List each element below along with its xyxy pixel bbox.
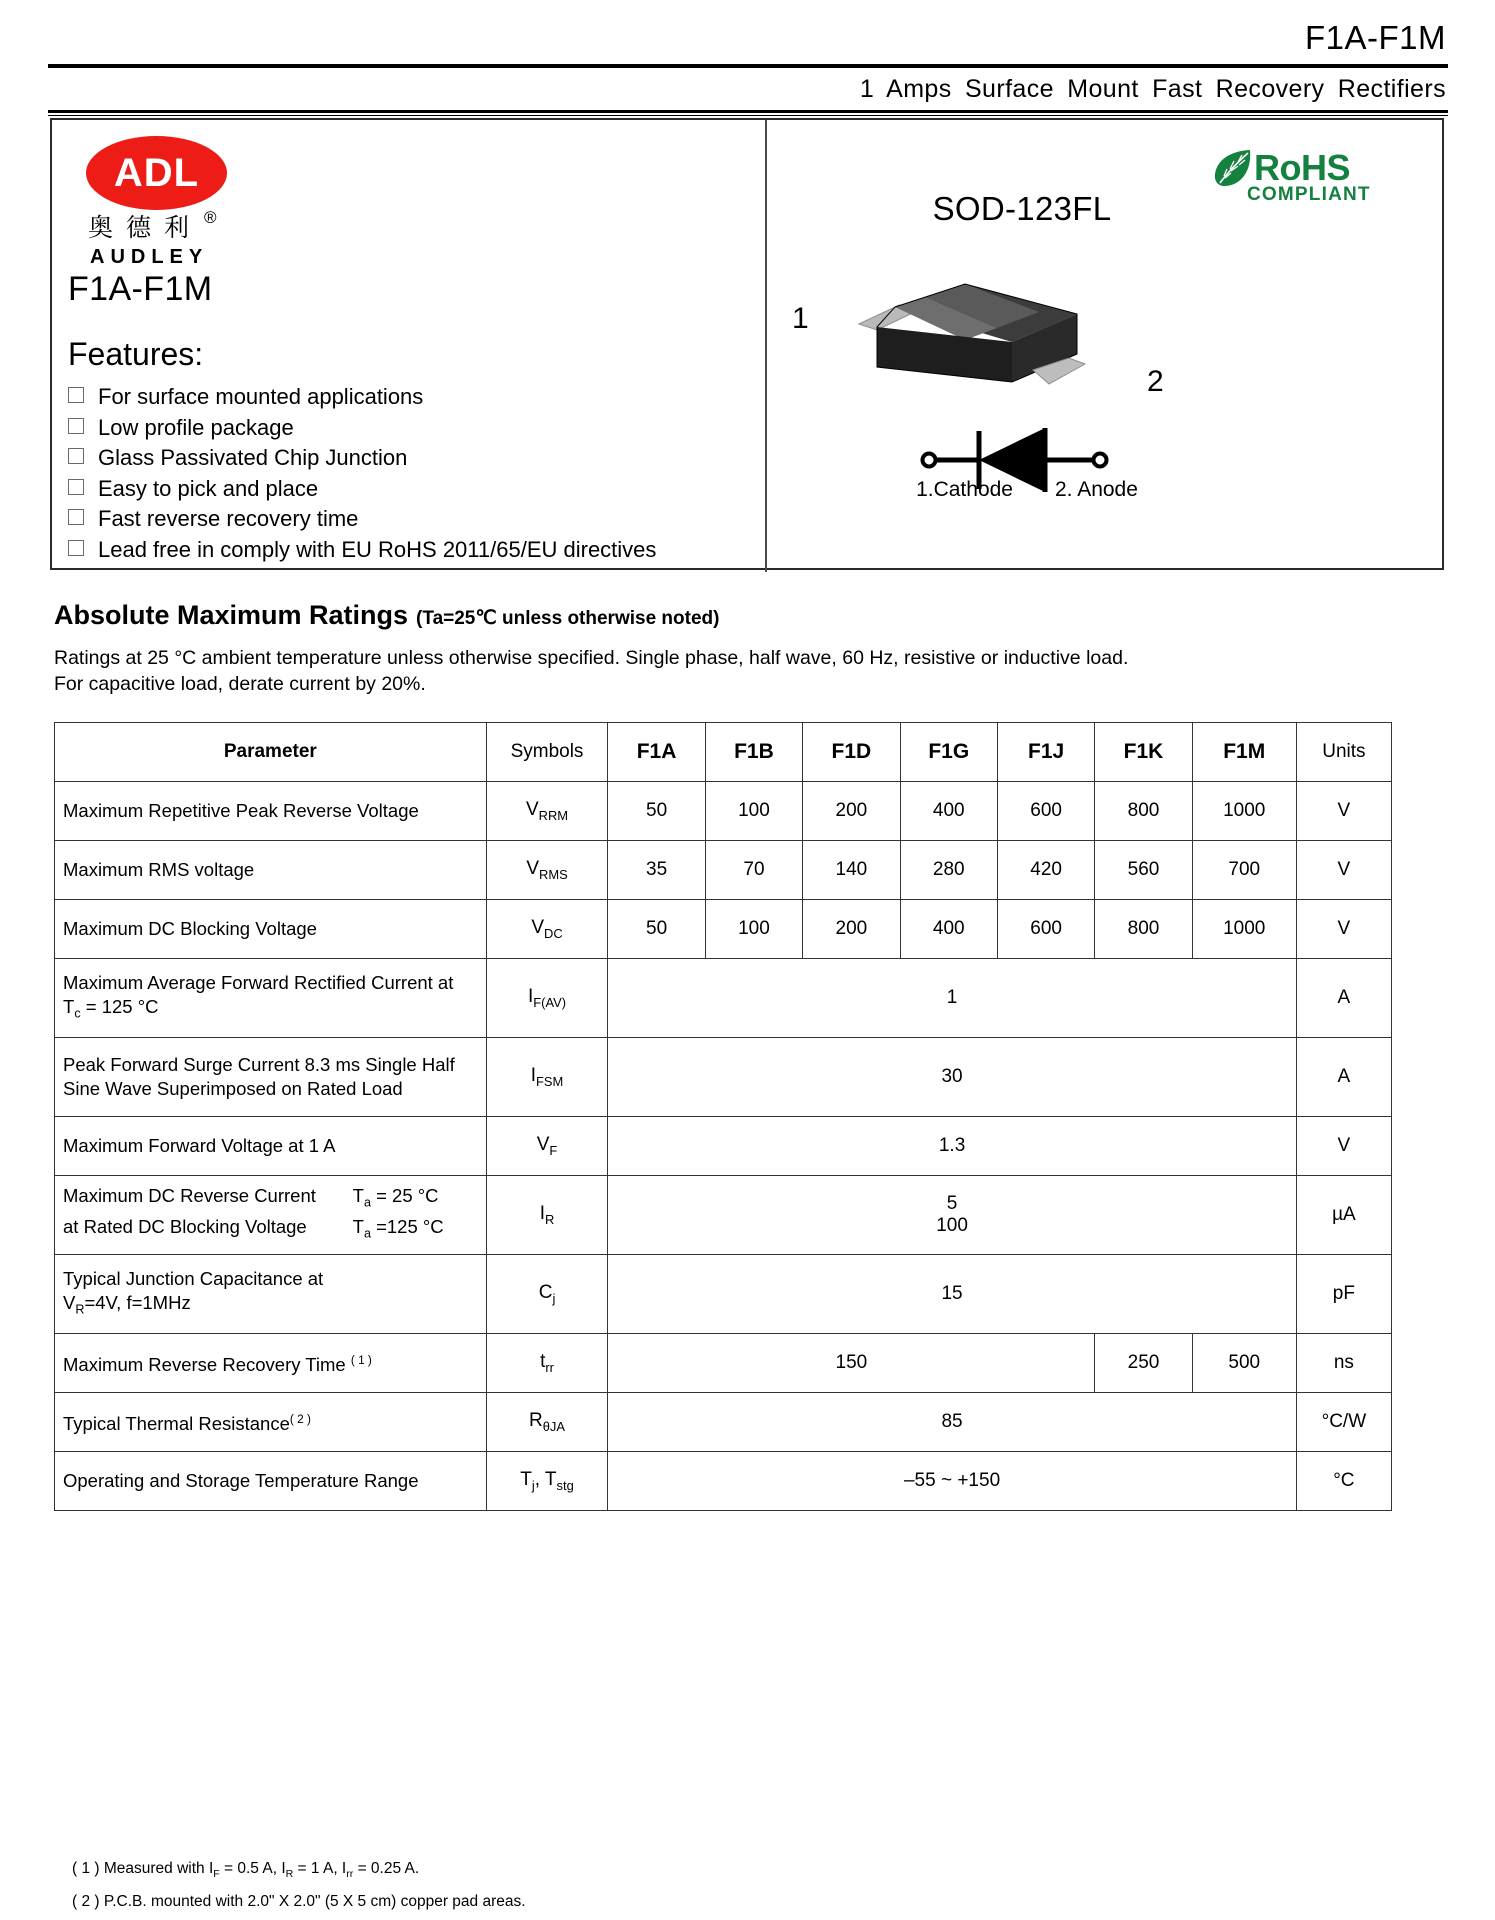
row-symbol (486, 1117, 608, 1176)
list-item (68, 382, 748, 413)
adl-logo-ellipse (86, 136, 227, 210)
row-value-merged (608, 1176, 1296, 1255)
checkbox-icon (68, 509, 84, 525)
row-value: 600 (997, 900, 1094, 959)
checkbox-icon (68, 418, 84, 434)
row-parameter: Maximum Repetitive Peak Reverse Voltage (55, 782, 487, 841)
footnote-ref: ( 1 ) (350, 1353, 372, 1368)
feature-label: Lead free in comply with EU RoHS 2011/65/EU directives (98, 536, 657, 562)
symbol-sub: R (544, 1211, 555, 1227)
symbol-sub2: stg (556, 1477, 574, 1493)
row-units: ns (1296, 1334, 1391, 1393)
table-row (55, 782, 1392, 841)
row-value: 800 (1095, 900, 1192, 959)
row-symbol (486, 1038, 608, 1117)
row-value-merged: 1.3 (608, 1117, 1296, 1176)
row-parameter: Maximum DC Blocking Voltage (55, 900, 487, 959)
list-item (68, 413, 748, 444)
rohs-text: RoHS (1254, 147, 1350, 188)
header-part-number: F1A-F1M (1304, 19, 1446, 56)
symbol-main2: , T (534, 1469, 557, 1491)
row-parameter (55, 959, 487, 1038)
symbol-main: R (529, 1410, 543, 1432)
page-title: Absolute Maximum Ratings (54, 600, 409, 630)
table-row (55, 841, 1392, 900)
table-row (55, 1393, 1392, 1452)
symbol-main: T (520, 1469, 532, 1491)
table-footnotes (72, 1855, 1392, 1916)
symbol-sub: DC (544, 925, 563, 941)
sod123fl-package-icon (847, 272, 1177, 397)
ratings-section-heading (54, 600, 1394, 631)
row-symbol (486, 900, 608, 959)
list-item (68, 535, 748, 566)
row-symbol (486, 1176, 608, 1255)
row-parameter-line1: Peak Forward Surge Current 8.3 ms Single Half (63, 1054, 455, 1075)
footnote-ref: ( 2 ) (289, 1412, 311, 1427)
symbol-main: V (531, 917, 545, 939)
row-symbol (486, 959, 608, 1038)
footnote-2: ( 2 ) P.C.B. mounted with 2.0" X 2.0" (5 X 5 cm) copper pad areas. (72, 1893, 526, 1911)
diode-symbol-caption (817, 478, 1237, 502)
row-parameter-line1: Maximum Average Forward Rectified Current at (63, 971, 454, 993)
row-value-span-c: 500 (1192, 1334, 1296, 1393)
row-symbol (486, 782, 608, 841)
table-row (55, 1334, 1392, 1393)
table-row (55, 1117, 1392, 1176)
row-value-merged: 15 (608, 1255, 1296, 1334)
symbol-main: I (539, 1203, 545, 1225)
header-subtitle: 1 Amps Surface Mount Fast Recovery Rectifiers (859, 75, 1446, 103)
row-symbol (486, 1334, 608, 1393)
feature-label: Low profile package (98, 414, 294, 440)
row-symbol (486, 1393, 608, 1452)
row-units: V (1296, 841, 1391, 900)
row-symbol (486, 841, 608, 900)
list-item (68, 443, 748, 474)
row-parameter: Maximum RMS voltage (55, 841, 487, 900)
info-box-divider (765, 120, 767, 572)
feature-label: Glass Passivated Chip Junction (98, 445, 408, 470)
row-parameter: Maximum Forward Voltage at 1 A (55, 1117, 487, 1176)
row-parameter-line1: Maximum DC Reverse Current $T_a = 25$ °C (63, 1185, 439, 1210)
row-value: 200 (803, 782, 900, 841)
absolute-maximum-ratings-table (54, 722, 1392, 1511)
row-value: 1000 (1192, 900, 1296, 959)
rohs-compliant-text: COMPLIANT (1247, 184, 1371, 205)
symbol-sub: FSM (536, 1073, 564, 1089)
table-row (55, 1176, 1392, 1255)
row-units: °C (1296, 1452, 1391, 1511)
checkbox-icon (68, 387, 84, 403)
list-item (68, 504, 748, 535)
column-header-f1b: F1B (705, 723, 802, 782)
ratings-description (54, 645, 1394, 697)
column-header-f1k: F1K (1095, 723, 1192, 782)
row-value: 400 (900, 900, 997, 959)
row-parameter-line2: Sine Wave Superimposed on Rated Load (63, 1078, 403, 1099)
row-value-merged: 85 (608, 1393, 1296, 1452)
row-value-merged: –55 ~ +150 (608, 1452, 1296, 1511)
row-value: 70 (705, 841, 802, 900)
english-company-name: AUDLEY (90, 246, 209, 268)
table-header-row (55, 723, 1392, 782)
row-value: 100 (705, 782, 802, 841)
list-item (68, 474, 748, 505)
package-drawing (792, 270, 1232, 398)
feature-label: Easy to pick and place (98, 475, 319, 501)
symbol-main: C (538, 1282, 553, 1304)
row-value: 420 (997, 841, 1094, 900)
checkbox-icon (68, 540, 84, 556)
row-value-merged: 1 (608, 959, 1296, 1038)
symbol-main: I (530, 1065, 537, 1087)
row-parameter: Typical Thermal Resistance$^{( 2 )}$ (55, 1393, 487, 1452)
feature-label: Fast reverse recovery time (98, 506, 359, 531)
row-parameter-line2: $T_c = 125$ °C (63, 995, 159, 1021)
column-header-units: Units (1296, 723, 1391, 782)
registered-trademark-icon: ® (204, 208, 217, 227)
row-value: 50 (608, 900, 705, 959)
row-value: 1000 (1192, 782, 1296, 841)
symbol-main: V (525, 799, 539, 821)
symbol-sub: RMS (539, 866, 568, 882)
column-header-f1g: F1G (900, 723, 997, 782)
row-value: 140 (803, 841, 900, 900)
chinese-company-name: 奥德利 (88, 213, 203, 242)
symbol-sub: F(AV) (533, 994, 567, 1010)
row-units: A (1296, 1038, 1391, 1117)
header-rule-bottom (48, 110, 1448, 116)
row-value: 280 (900, 841, 997, 900)
row-units: V (1296, 900, 1391, 959)
features-list (68, 382, 748, 565)
row-value: 560 (1095, 841, 1192, 900)
features-heading: Features: (68, 336, 204, 372)
product-info-box (50, 118, 1444, 570)
row-units: V (1296, 782, 1391, 841)
footnote-1: ( 1 ) Measured with $I_F = 0.5$ A, $I_R = 1$ A, $I_{rr} = 0.25$ A. (72, 1860, 420, 1881)
symbol-main: V (536, 1134, 550, 1156)
row-parameter: Maximum Reverse Recovery Time $^{( 1 )}$ (55, 1334, 487, 1393)
pin1-label: 1 (792, 302, 809, 335)
table-row (55, 959, 1392, 1038)
column-header-f1j: F1J (997, 723, 1094, 782)
row-units: A (1296, 959, 1391, 1038)
row-parameter-line1: Typical Junction Capacitance at (63, 1267, 324, 1289)
checkbox-icon (68, 479, 84, 495)
column-header-f1m: F1M (1192, 723, 1296, 782)
table-row (55, 1038, 1392, 1117)
pin2-label: 2 (1147, 365, 1164, 398)
row-parameter: Operating and Storage Temperature Range (55, 1452, 487, 1511)
row-value-line1: 5 (946, 1193, 958, 1214)
row-symbol (486, 1255, 608, 1334)
symbol-sub: j (552, 1290, 556, 1306)
symbol-main: V (526, 858, 539, 880)
company-logo (72, 136, 372, 269)
symbol-main: I (527, 986, 534, 1008)
column-header-f1a: F1A (608, 723, 705, 782)
row-value: 700 (1192, 841, 1296, 900)
row-value: 400 (900, 782, 997, 841)
row-value: 100 (705, 900, 802, 959)
ratings-description-line2: For capacitive load, derate current by 20%. (54, 673, 426, 695)
column-header-symbols: Symbols (486, 723, 608, 782)
row-parameter-line2: at Rated DC Blocking Voltage $T_a =125$ °C (63, 1216, 444, 1241)
row-value: 35 (608, 841, 705, 900)
ratings-condition-note: (Ta=25℃ unless otherwise noted) (416, 608, 720, 629)
cathode-label: 1.Cathode (916, 478, 1013, 501)
chinese-name-row (88, 208, 372, 244)
row-value: 600 (997, 782, 1094, 841)
row-value: 50 (608, 782, 705, 841)
rohs-compliant-logo (1212, 148, 1412, 206)
package-name-label: SOD-123FL (932, 190, 1112, 227)
symbol-sub: θJA (542, 1418, 565, 1434)
symbol-sub: j (531, 1477, 535, 1493)
table-row (55, 900, 1392, 959)
column-header-f1d: F1D (803, 723, 900, 782)
document-header (48, 18, 1448, 116)
row-value: 800 (1095, 782, 1192, 841)
product-part-number: F1A-F1M (68, 270, 213, 308)
row-value-merged: 30 (608, 1038, 1296, 1117)
table-row (55, 1255, 1392, 1334)
symbol-sub: rr (545, 1359, 554, 1375)
row-parameter-line2: $V_R=4V$, f=1MHz (63, 1291, 191, 1317)
ratings-description-line1: Ratings at 25 °C ambient temperature unless otherwise specified. Single phase, half wave, 60 Hz, resistive or inductive load. (54, 647, 1129, 669)
row-units: V (1296, 1117, 1391, 1176)
row-units: µA (1296, 1176, 1391, 1255)
row-units: pF (1296, 1255, 1391, 1334)
row-value: 200 (803, 900, 900, 959)
table-row (55, 1452, 1392, 1511)
row-value-line2: 100 (936, 1215, 968, 1236)
row-symbol (486, 1452, 608, 1511)
feature-label: For surface mounted applications (98, 384, 424, 409)
adl-logo-text: ADL (113, 150, 200, 195)
row-value-span-b: 250 (1095, 1334, 1192, 1393)
checkbox-icon (68, 448, 84, 464)
leaf-icon (1212, 148, 1254, 188)
row-parameter (55, 1038, 487, 1117)
symbol-main: t (540, 1351, 546, 1373)
column-header-parameter: Parameter (55, 723, 487, 782)
row-parameter (55, 1176, 487, 1255)
row-units: °C/W (1296, 1393, 1391, 1452)
row-value-span-a: 150 (608, 1334, 1095, 1393)
symbol-sub: F (549, 1142, 558, 1158)
row-parameter (55, 1255, 487, 1334)
anode-label: 2. Anode (1055, 478, 1138, 501)
symbol-sub: RRM (538, 807, 569, 823)
